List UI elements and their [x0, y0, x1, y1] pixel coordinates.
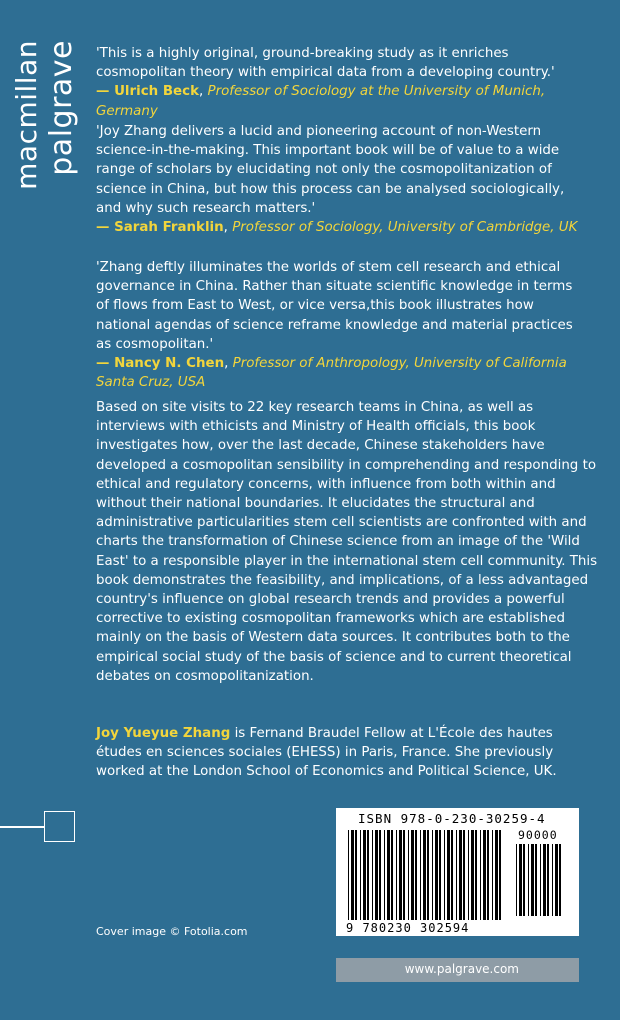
isbn-label: ISBN 978-0-230-30259-4 [358, 811, 546, 826]
barcode-bar [483, 830, 486, 920]
barcode-bar [468, 830, 469, 920]
barcode-bar [499, 830, 501, 920]
barcode-bar [523, 844, 525, 916]
barcode-bar [387, 830, 390, 920]
barcode-bar [547, 844, 549, 916]
barcode-bar [375, 830, 378, 920]
author-bio [96, 724, 601, 782]
barcode-bar [379, 830, 381, 920]
barcode-bar [531, 844, 534, 916]
barcode-bar [528, 844, 529, 916]
barcode-bar [552, 844, 553, 916]
barcode-bar [396, 830, 397, 920]
publisher-url: www.palgrave.com [404, 962, 519, 976]
barcode-bar [415, 830, 417, 920]
barcode-bar [423, 830, 426, 920]
ean-number: 9 780230 302594 [346, 921, 470, 935]
logo-palgrave-text: palgrave [44, 40, 79, 176]
barcode-bar [559, 844, 561, 916]
barcode-bar [399, 830, 402, 920]
quote-attribution: — Nancy N. Chen, Professor of Anthropology, University of California Santa Cruz, USA [96, 356, 567, 391]
barcode-bar [447, 830, 450, 920]
quote-author-role: Professor of Sociology, University of Cambridge, UK [232, 220, 578, 236]
barcode-bar [420, 830, 421, 920]
barcode-bar [492, 830, 493, 920]
barcode-bar [384, 830, 385, 920]
barcode-bar [475, 830, 477, 920]
barcode-bar [348, 830, 349, 920]
barcode-bar [495, 830, 498, 920]
quote-author: Sarah Franklin [114, 220, 224, 236]
barcode-bar [427, 830, 429, 920]
barcode-bar [435, 830, 438, 920]
quote-author: Nancy N. Chen [114, 356, 225, 372]
cover-image-credit: Cover image © Fotolia.com [96, 925, 248, 938]
barcode-bar [411, 830, 414, 920]
barcode-bar [535, 844, 537, 916]
barcode-bar [543, 844, 546, 916]
quote-author-role: Professor of Anthropology, University of California Santa Cruz, USA [96, 356, 567, 391]
quote-author-role: Professor of Sociology at the University of Munich, Germany [96, 84, 546, 119]
barcode-bar [516, 844, 517, 916]
addon-barcode-bars [516, 844, 568, 916]
decorative-square [44, 811, 75, 842]
ean-barcode-bars [348, 830, 508, 922]
barcode-bar [367, 830, 369, 920]
quote-author: Ulrich Beck [114, 84, 199, 100]
price-code: 90000 [518, 828, 558, 842]
barcode-bar [463, 830, 465, 920]
barcode-bar [540, 844, 541, 916]
barcode-bar [391, 830, 393, 920]
publisher-url-bar [336, 958, 579, 982]
barcode-bar [444, 830, 445, 920]
decorative-line [0, 826, 44, 828]
isbn-barcode [336, 808, 579, 936]
barcode-bar [408, 830, 409, 920]
bio-text: is Fernand Braudel Fellow at L'École des hautes études en sciences sociales (EHESS) in Paris, France. She previously worked at the London School of Economics and Political Science, UK. [96, 726, 557, 780]
barcode-bar [432, 830, 433, 920]
endorsement-quote-2 [96, 122, 586, 237]
barcode-bar [471, 830, 474, 920]
barcode-bar [363, 830, 366, 920]
barcode-bar [360, 830, 361, 920]
barcode-bar [439, 830, 441, 920]
logo-macmillan-text: macmillan [10, 40, 43, 190]
quote-attribution: — Ulrich Beck, Professor of Sociology at the University of Munich, Germany [96, 84, 546, 119]
endorsement-quote-3 [96, 258, 586, 392]
quote-text: 'This is a highly original, ground-breaking study as it enriches cosmopolitan theory with empirical data from a developing country.' [96, 46, 555, 81]
barcode-bar [351, 830, 354, 920]
quote-text: 'Zhang deftly illuminates the worlds of stem cell research and ethical governance in China. Rather than situate scientific knowledge in terms of flows from East to West, or vice versa,this book illustrates how national agendas of science reframe knowledge and material practices as cosmopolitan.' [96, 260, 573, 352]
barcode-bar [459, 830, 462, 920]
barcode-bar [519, 844, 522, 916]
bio-author-name: Joy Yueyue Zhang [96, 726, 231, 741]
barcode-bar [355, 830, 357, 920]
barcode-bar [480, 830, 481, 920]
quote-attribution: — Sarah Franklin, Professor of Sociology, University of Cambridge, UK [96, 220, 578, 236]
quote-text: 'Joy Zhang delivers a lucid and pioneering account of non-Western science-in-the-making. This important book will be of value to a wide range of scholars by elucidating not only the cosmopolitanization of science in China, but how this process can be analysed sociologically, and why such research matters.' [96, 124, 565, 216]
publisher-logo [8, 40, 78, 190]
barcode-bar [487, 830, 489, 920]
barcode-bar [555, 844, 558, 916]
book-description: Based on site visits to 22 key research teams in China, as well as interviews with ethicists and Ministry of Health officials, this book investigates how, over the last decade, Chinese stakeholders have developed a cosmopolitan sensibility in comprehending and responding to ethical and regulatory concerns, with influence from both within and without their national boundaries. It elucidates the structural and administrative particularities stem cell scientists are confronted with and charts the transformation of Chinese science from an image of the 'Wild East' to a responsible player in the international stem cell community. This book demonstrates the feasibility, and implications, of a less advantaged country's influence on global research trends and provides a powerful corrective to existing cosmopolitan frameworks which are established mainly on the basis of Western data sources. It contributes both to the empirical social study of the basis of science and to current theoretical debates on cosmopolitanization. [96, 400, 598, 684]
barcode-bar [372, 830, 373, 920]
barcode-bar [456, 830, 457, 920]
barcode-bar [451, 830, 453, 920]
endorsement-quote-1 [96, 44, 586, 121]
barcode-bar [403, 830, 405, 920]
